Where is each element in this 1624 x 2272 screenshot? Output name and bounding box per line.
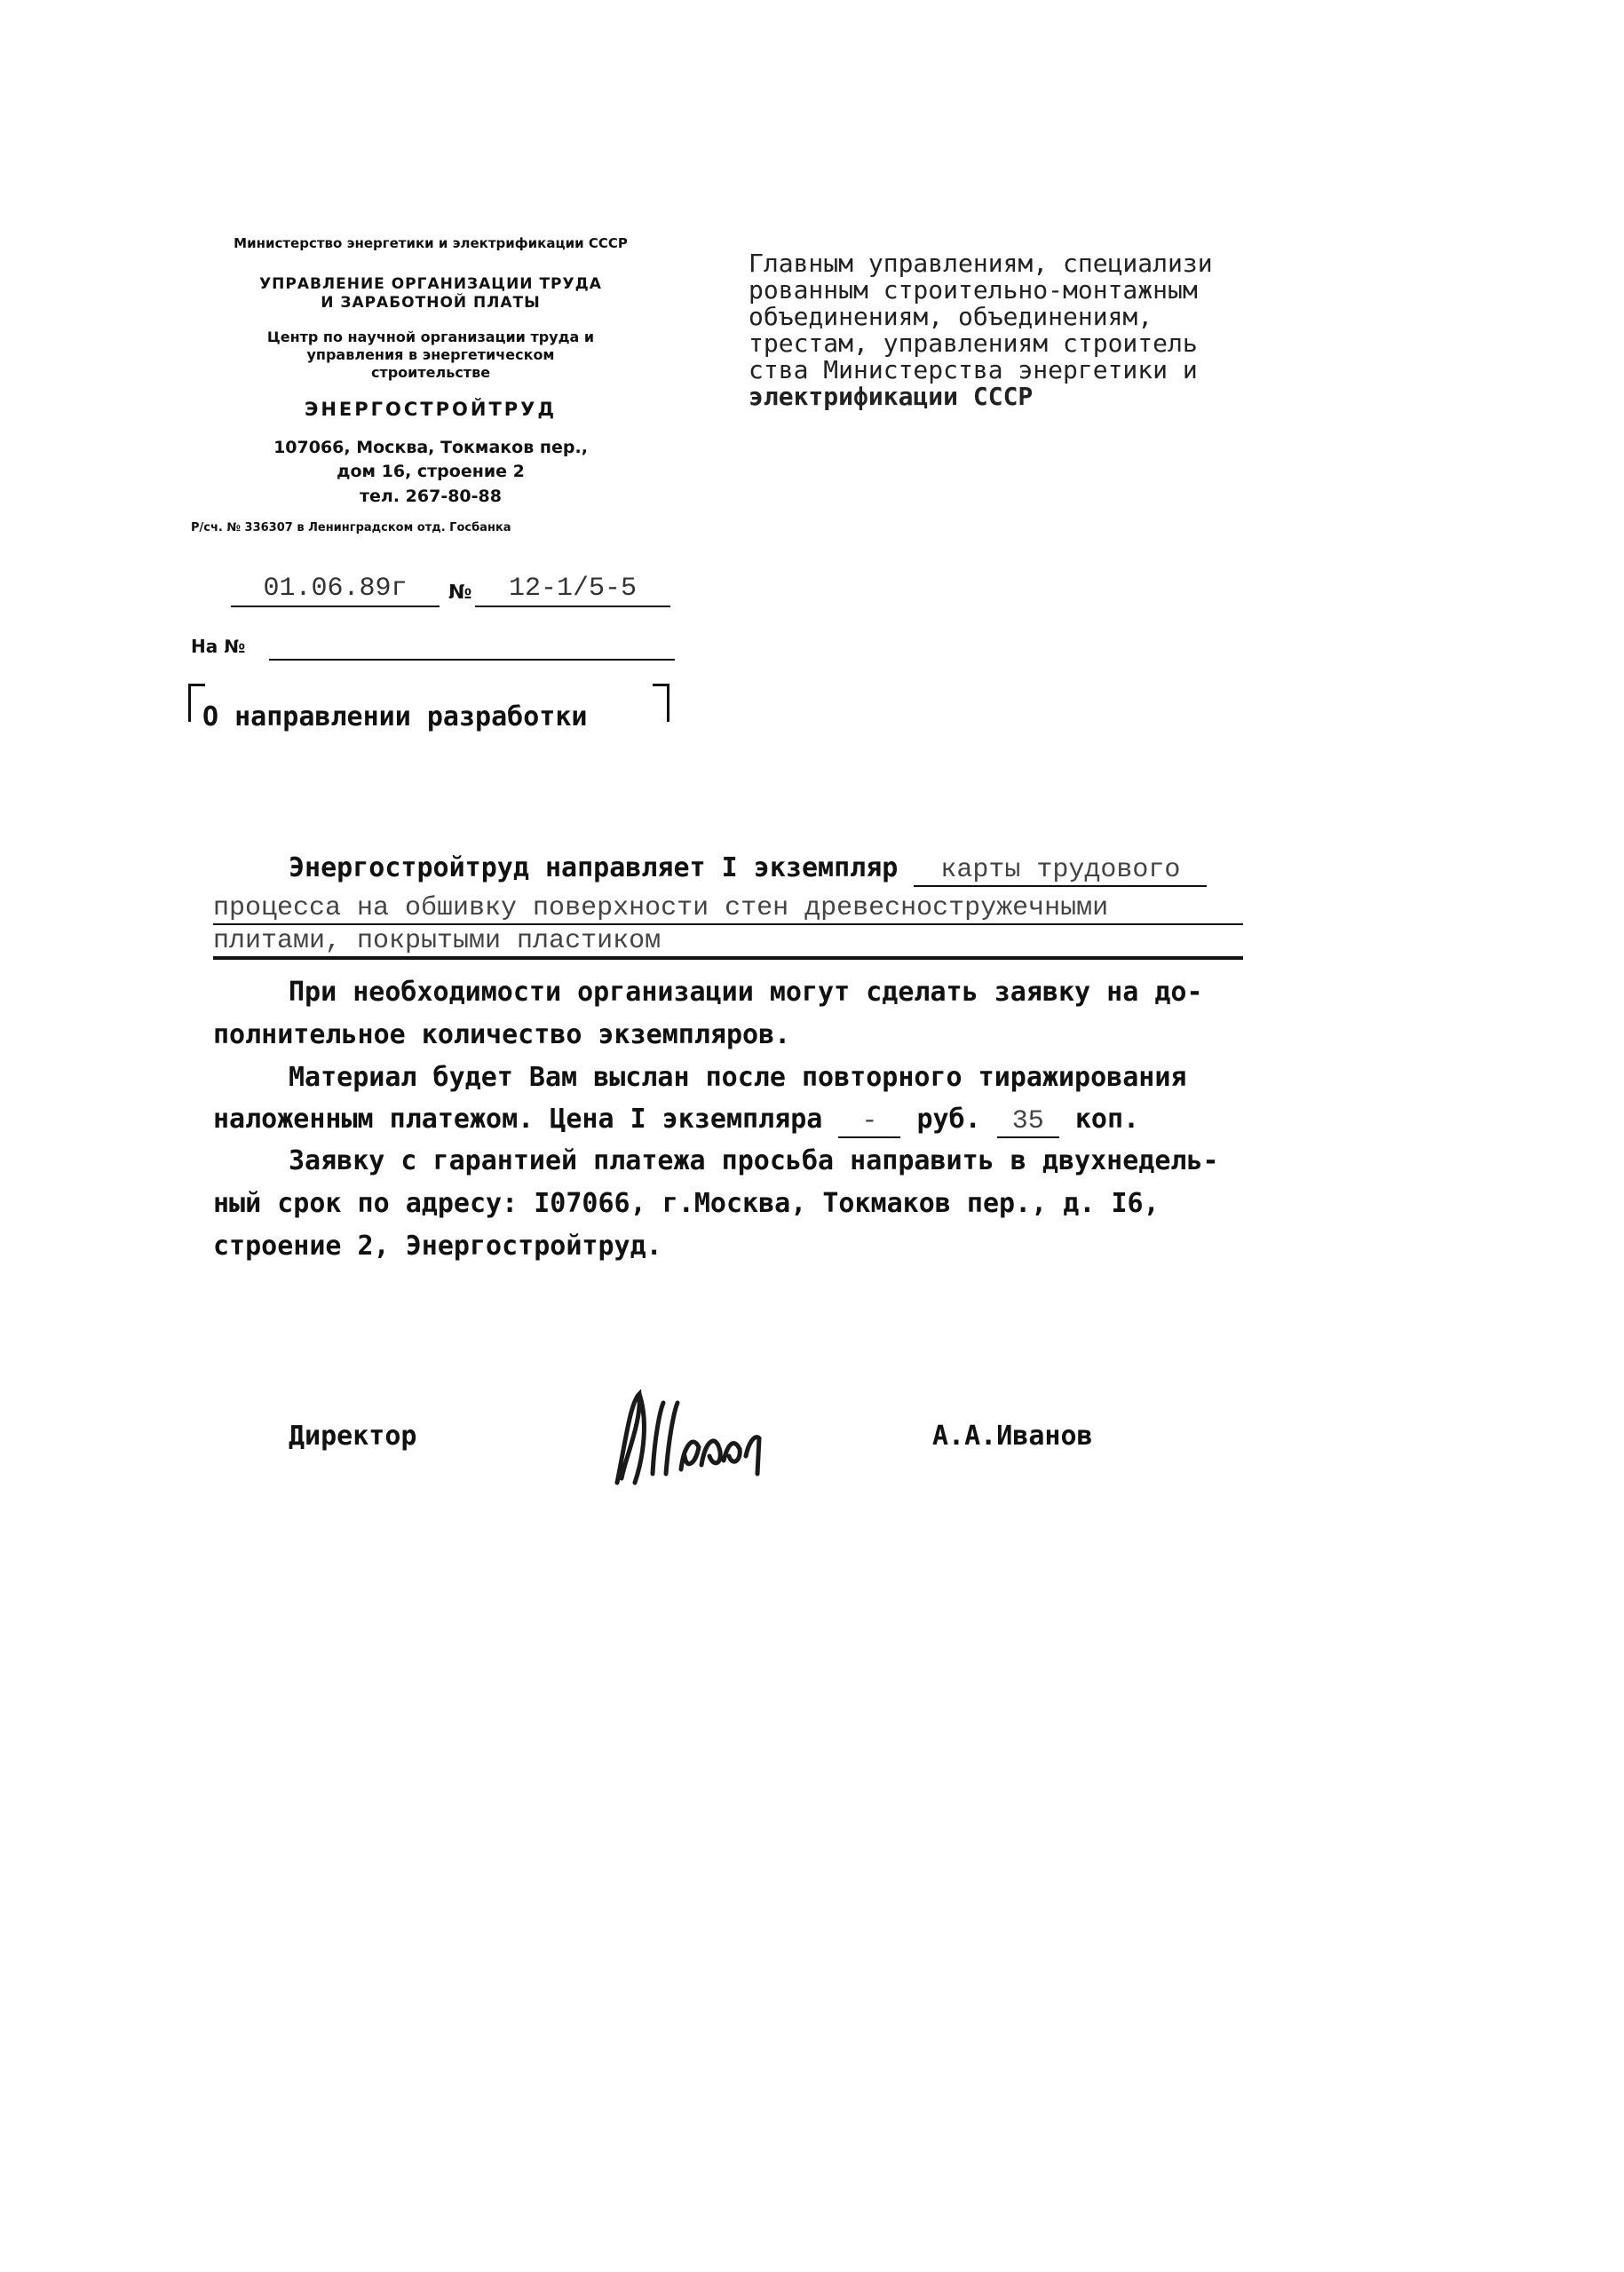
- addressee-block: [749, 250, 1281, 410]
- body-paragraph-4-line-2: ный срок по адресу: I07066, г.Москва, Токмаков пер., д. I6,: [213, 1188, 1160, 1219]
- reply-reference-line: [191, 629, 675, 661]
- rub-label: руб.: [916, 1104, 981, 1135]
- handwritten-signature: [599, 1385, 786, 1492]
- ministry-name: Министерство энергетики и электрификации СССР: [234, 235, 628, 251]
- document-title-fill-2: процесса на обшивку поверхности стен древесностружечными: [213, 893, 1243, 925]
- address-line-1: 107066, Москва, Токмаков пер.,: [273, 437, 588, 457]
- addressee-line: объединениям, объединениям,: [749, 302, 1153, 331]
- body-paragraph-4-line-1: Заявку с гарантией платежа просьба направить в двухнедель-: [289, 1145, 1219, 1176]
- department-line-1: УПРАВЛЕНИЕ ОРГАНИЗАЦИИ ТРУДА: [259, 274, 602, 293]
- body-paragraph-1-line-2: [213, 891, 1296, 925]
- addressee-line: Главным управлениям, специализи: [749, 249, 1213, 278]
- phone-number: тел. 267-80-88: [360, 486, 502, 506]
- letter-date: 01.06.89г: [231, 574, 440, 607]
- registration-line: [191, 568, 675, 607]
- body-paragraph-1-line-1: [289, 852, 1372, 887]
- body-paragraph-2-line-1: При необходимости организации могут сделать заявку на до-: [289, 977, 1203, 1008]
- body-text: Энергостройтруд направляет I экземпляр: [289, 852, 899, 883]
- letter-number: 12-1/5-5: [475, 574, 670, 607]
- subject-bracket-right: [653, 684, 669, 722]
- body-paragraph-3-line-2: [213, 1104, 1296, 1138]
- addressee-line: рованным строительно-монтажным: [749, 275, 1198, 305]
- document-title-fill-3: плитами, покрытыми пластиком: [213, 926, 1243, 960]
- body-text: наложенным платежом. Цена I экземпляра: [213, 1104, 823, 1135]
- number-label: №: [448, 582, 472, 604]
- center-line-1: Центр по научной организации труда и: [266, 329, 595, 346]
- address-line-2: дом 16, строение 2: [337, 462, 525, 482]
- letterhead: [191, 235, 670, 535]
- center-line-3: строительстве: [370, 364, 491, 382]
- signatory-name: А.А.Иванов: [932, 1421, 1093, 1452]
- department-line-2: И ЗАРАБОТНОЙ ПЛАТЫ: [321, 294, 541, 312]
- reply-reference-label: На №: [191, 636, 246, 657]
- addressee-line: трестам, управлениям строитель: [749, 329, 1198, 358]
- signatory-title: Директор: [289, 1421, 417, 1452]
- body-paragraph-1-line-3: [213, 923, 1296, 960]
- document-title-fill-1: карты трудового: [914, 855, 1207, 887]
- subject-line: О направлении разработки: [202, 701, 588, 732]
- center-line-2: управления в энергетическом: [306, 346, 555, 364]
- reply-reference-blank: [269, 659, 675, 661]
- price-kop-fill: 35: [997, 1106, 1059, 1138]
- addressee-line: ства Министерства энергетики и: [749, 355, 1198, 384]
- kop-label: коп.: [1074, 1104, 1140, 1135]
- price-rub-fill: -: [838, 1106, 900, 1138]
- bank-account: Р/сч. № 336307 в Ленинградском отд. Госбанка: [191, 521, 511, 535]
- body-paragraph-2-line-2: полнительное количество экземпляров.: [213, 1019, 791, 1050]
- body-paragraph-4-line-3: строение 2, Энергостройтруд.: [213, 1231, 662, 1262]
- addressee-line: электрификации СССР: [749, 382, 1034, 411]
- body-paragraph-3-line-1: Материал будет Вам выслан после повторного тиражирования: [289, 1062, 1187, 1093]
- organization-name: ЭНЕРГОСТРОЙТРУД: [304, 399, 558, 421]
